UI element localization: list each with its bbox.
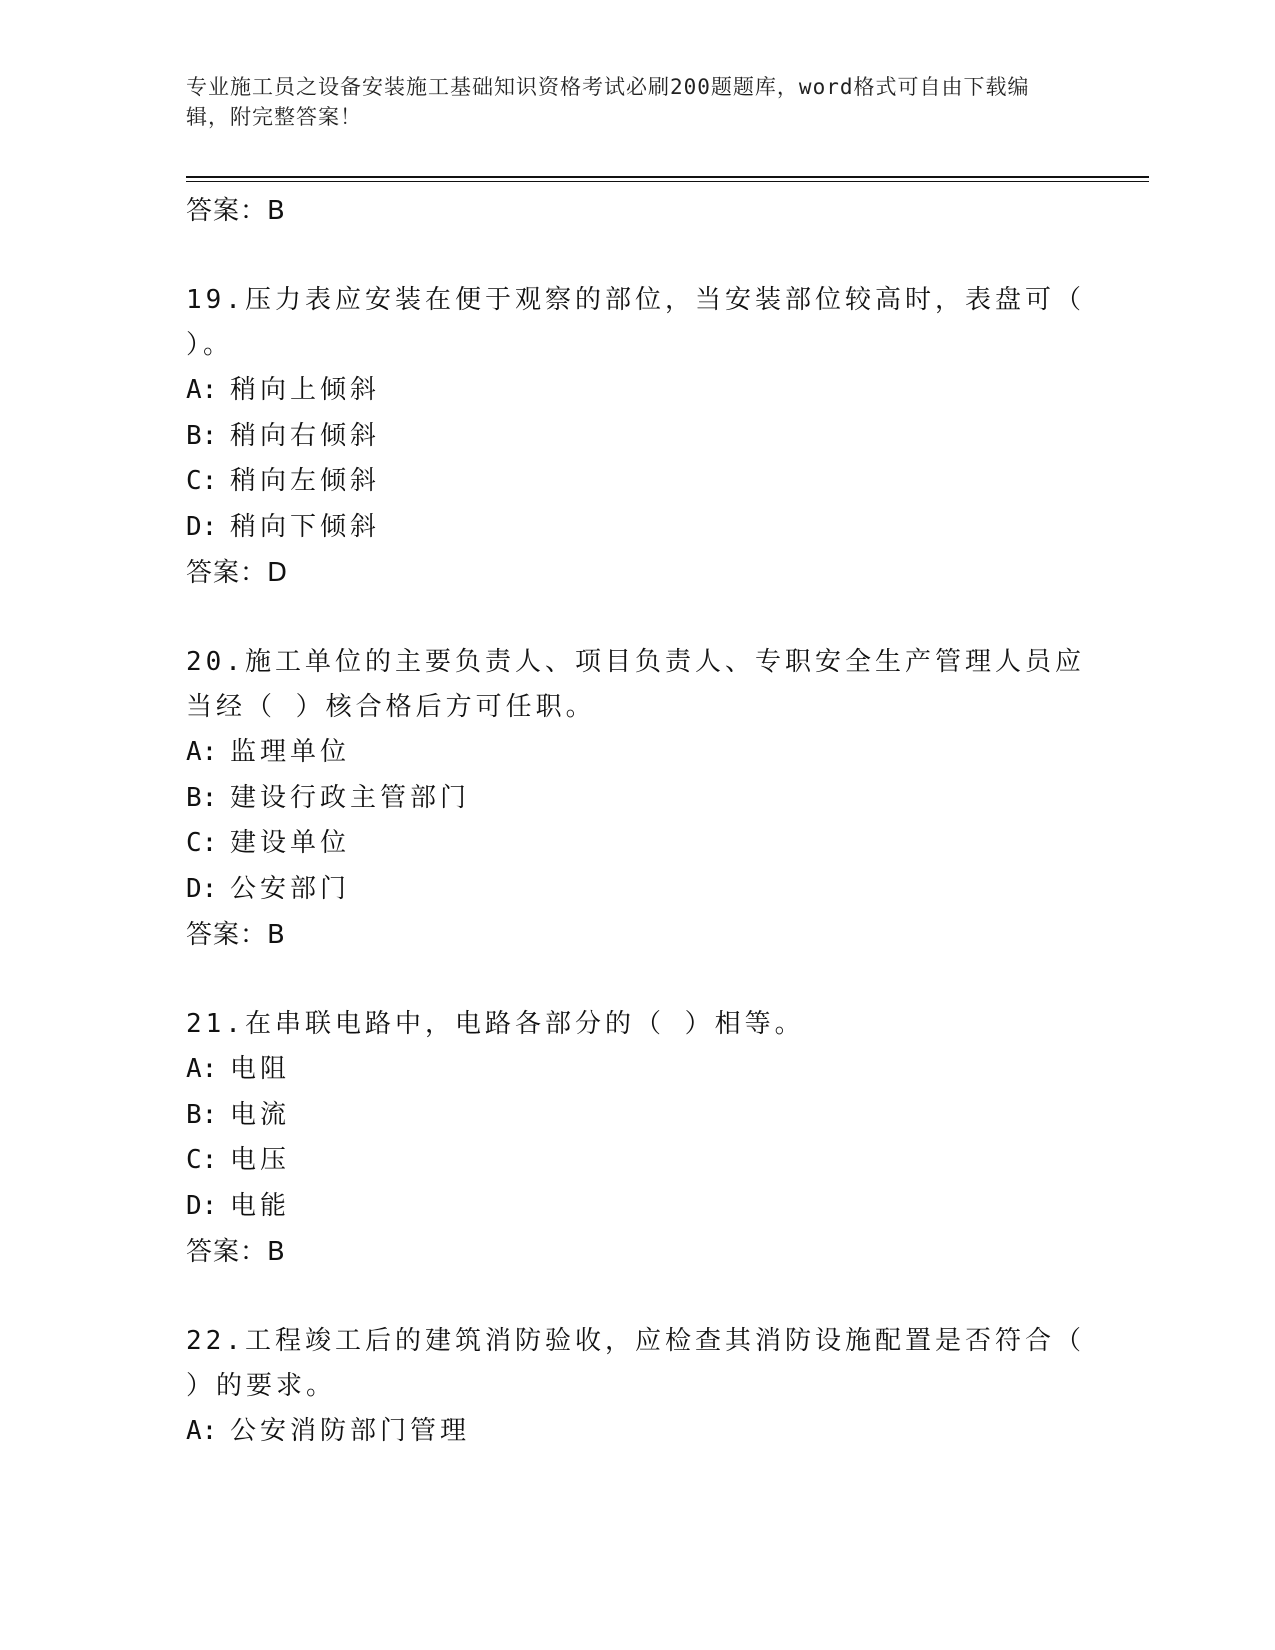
option-text: 电流 <box>230 1099 291 1130</box>
question-stem: 19.压力表应安装在便于观察的部位，当安装部位较高时，表盘可（ ）。 <box>186 285 1085 360</box>
question-stem: 21.在串联电路中，电路各部分的（ ）相等。 <box>186 1009 805 1039</box>
option-a <box>186 1047 1086 1093</box>
option-key: D: <box>186 873 218 904</box>
option-text: 建设单位 <box>230 828 351 858</box>
question-answer: 答案：B <box>186 920 286 950</box>
document-header-title: 专业施工员之设备安装施工基础知识资格考试必刷200题题库，word格式可自由下载编辑，附完整答案！ <box>186 75 1030 129</box>
option-key: A: <box>186 737 218 767</box>
option-c <box>186 1138 1086 1184</box>
option-key: A: <box>186 1054 218 1084</box>
option-d <box>186 1184 1086 1230</box>
option-key: D: <box>186 1190 218 1221</box>
option-key: A: <box>186 1416 218 1446</box>
option-text: 稍向右倾斜 <box>230 420 381 451</box>
option-text: 监理单位 <box>230 737 351 767</box>
question-answer: 答案：B <box>186 1237 286 1267</box>
question-19 <box>186 278 1086 596</box>
option-text: 建设行政主管部门 <box>230 782 471 813</box>
header-divider-thin <box>186 181 1149 182</box>
option-key: B: <box>186 1099 218 1130</box>
option-c <box>186 821 1086 867</box>
option-text: 电能 <box>230 1190 291 1221</box>
option-text: 稍向左倾斜 <box>230 466 381 496</box>
question-22 <box>186 1319 1086 1455</box>
option-text: 公安部门 <box>230 873 351 904</box>
question-21 <box>186 1002 1086 1275</box>
option-a <box>186 368 1086 414</box>
option-b <box>186 414 1086 460</box>
option-text: 稍向下倾斜 <box>230 511 381 542</box>
option-a <box>186 1409 1086 1455</box>
option-text: 稍向上倾斜 <box>230 375 381 405</box>
option-a <box>186 730 1086 776</box>
option-text: 电阻 <box>230 1054 291 1084</box>
question-stem: 20.施工单位的主要负责人、项目负责人、专职安全生产管理人员应当经（ ）核合格后方可任职。 <box>186 647 1085 722</box>
option-key: A: <box>186 375 218 405</box>
option-key: B: <box>186 420 218 451</box>
question-list <box>186 188 1086 1455</box>
option-key: D: <box>186 511 218 542</box>
option-text: 公安消防部门管理 <box>230 1416 471 1446</box>
option-d <box>186 867 1086 913</box>
option-key: C: <box>186 466 218 496</box>
header-divider <box>186 176 1149 178</box>
previous-answer: 答案：B <box>186 196 286 226</box>
option-key: C: <box>186 1145 218 1175</box>
option-text: 电压 <box>230 1145 291 1175</box>
option-key: C: <box>186 828 218 858</box>
option-b <box>186 776 1086 822</box>
question-stem: 22.工程竣工后的建筑消防验收，应检查其消防设施配置是否符合（ ）的要求。 <box>186 1326 1085 1401</box>
option-c <box>186 459 1086 505</box>
question-answer: 答案：D <box>186 558 289 588</box>
option-d <box>186 505 1086 551</box>
option-b <box>186 1093 1086 1139</box>
question-20 <box>186 640 1086 958</box>
option-key: B: <box>186 782 218 813</box>
